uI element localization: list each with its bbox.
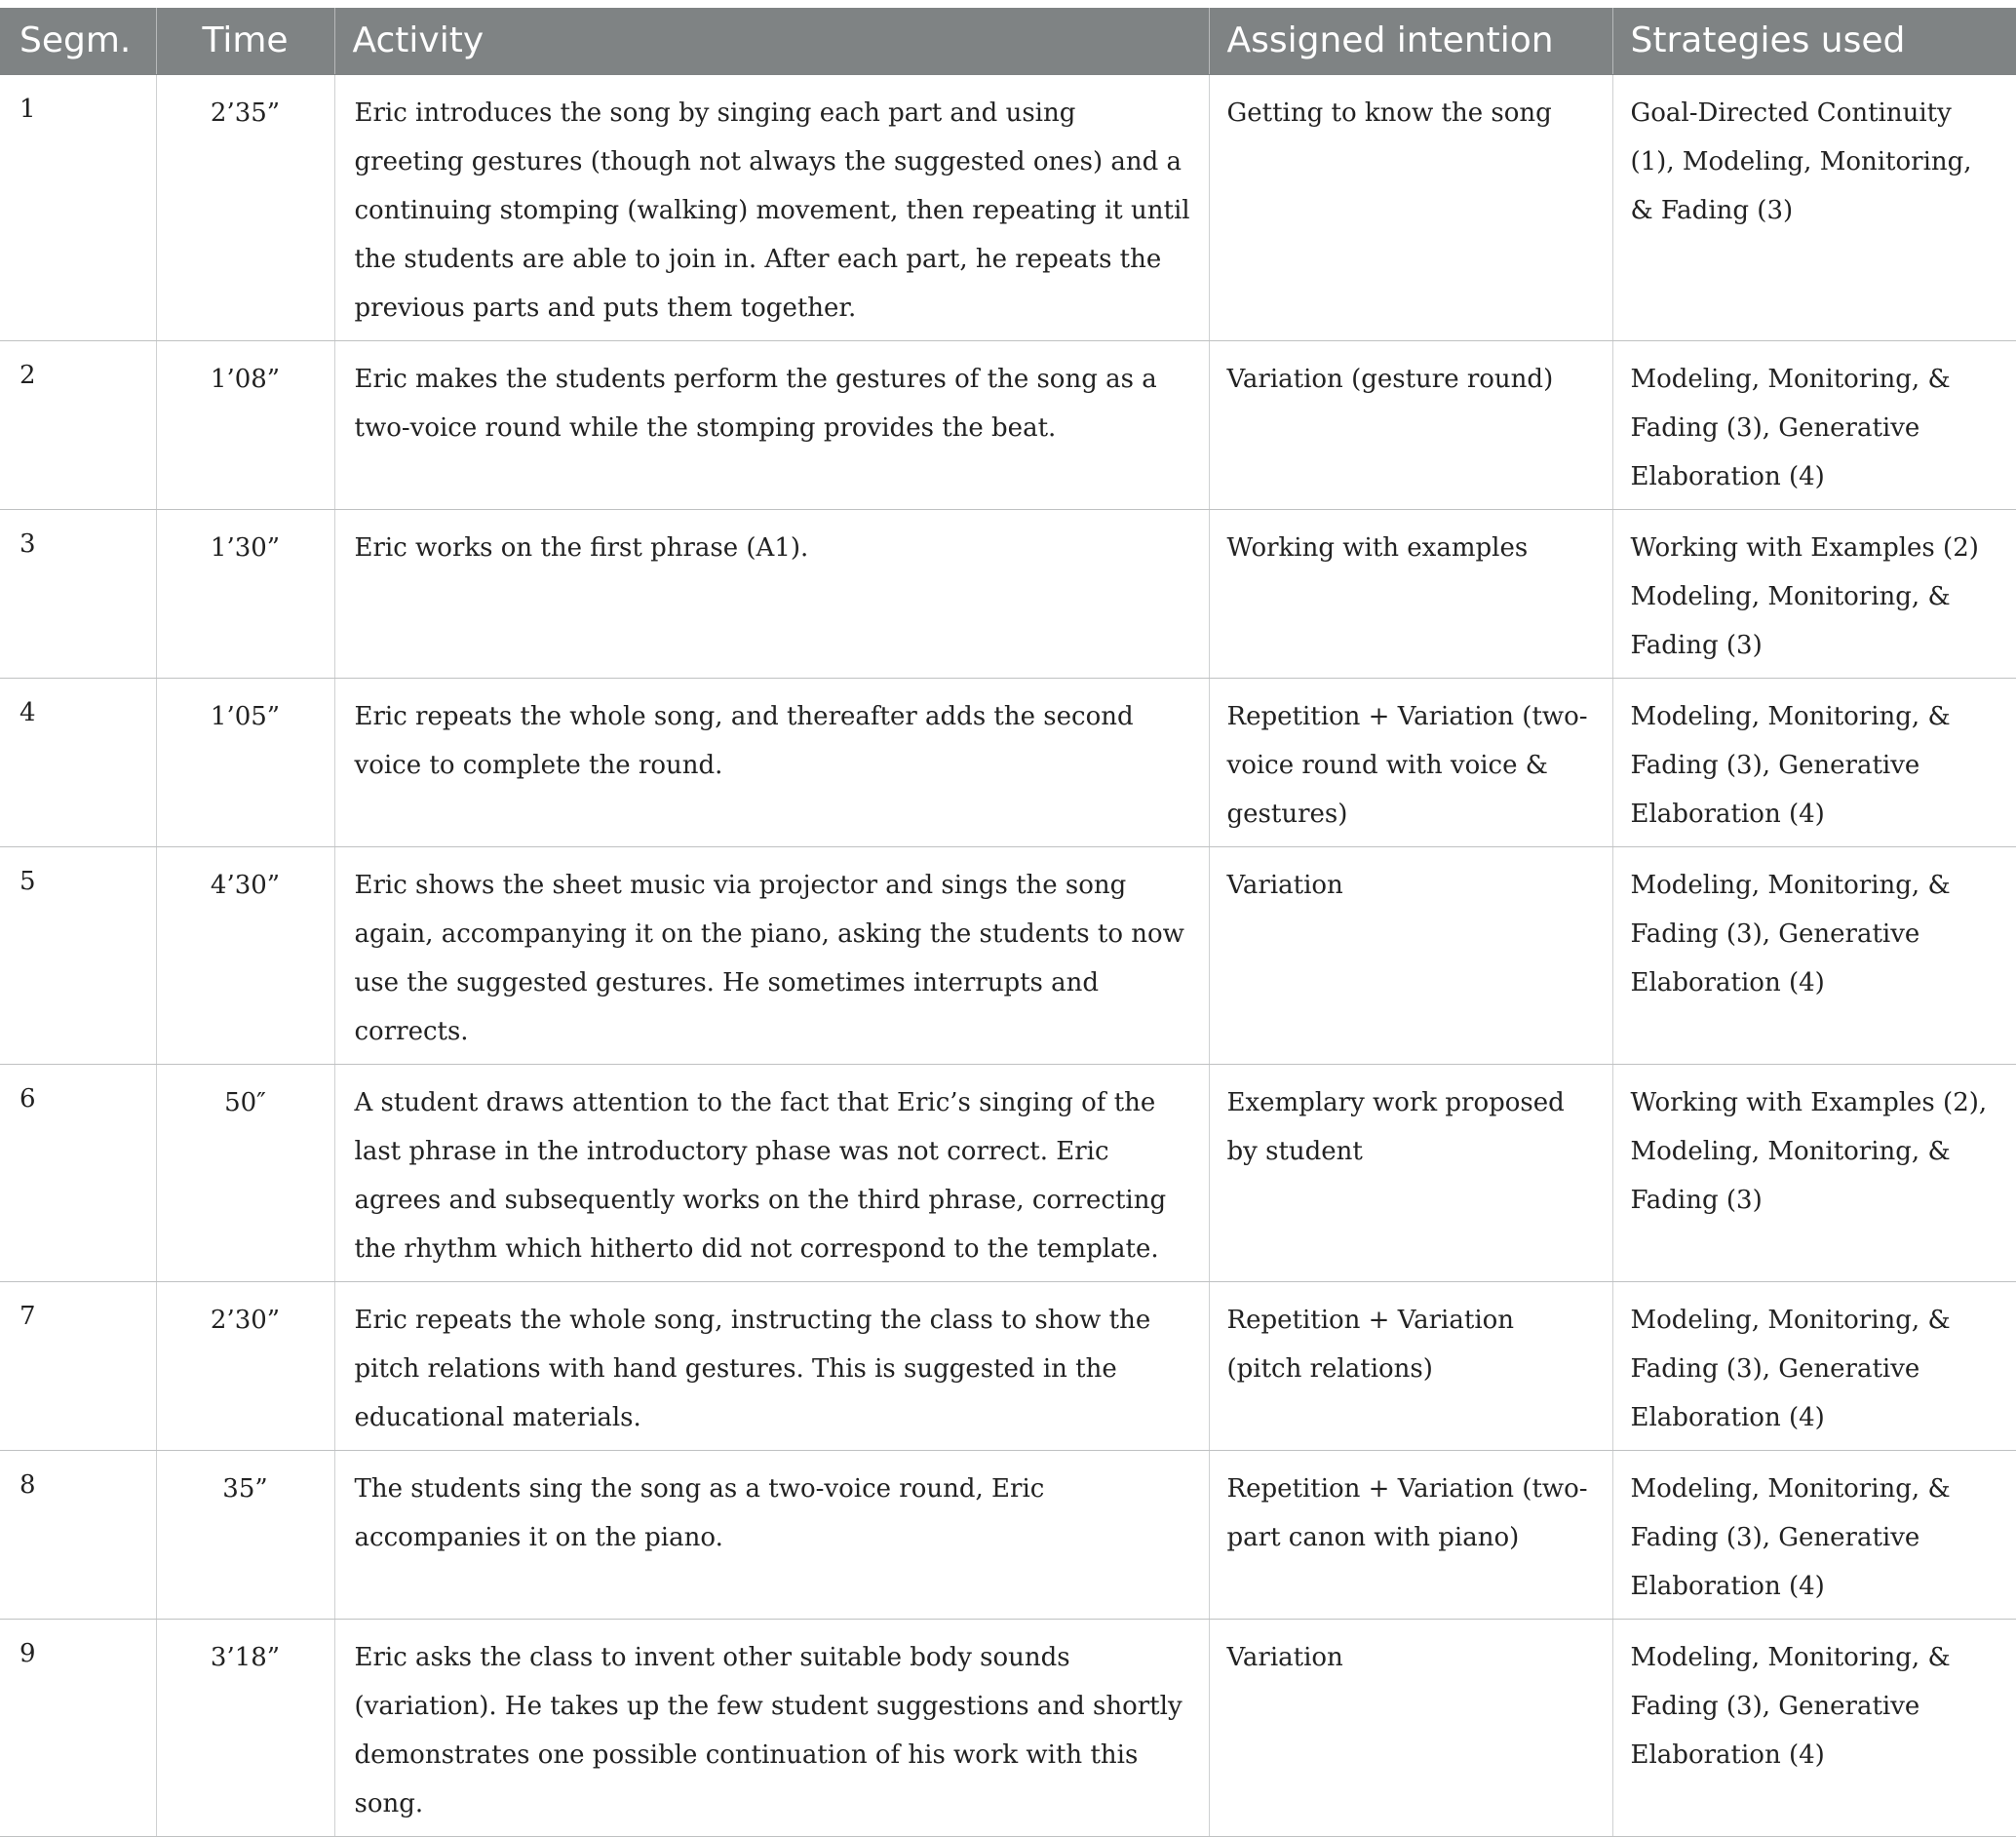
table-row <box>0 678 2016 846</box>
segment-cell: 5 <box>0 846 156 1064</box>
table-header <box>0 8 2016 74</box>
time-cell: 50″ <box>156 1064 334 1281</box>
segment-cell: 7 <box>0 1281 156 1450</box>
table-row <box>0 1619 2016 1836</box>
segment-cell: 1 <box>0 74 156 340</box>
header-time: Time <box>156 8 334 74</box>
table-row <box>0 1450 2016 1619</box>
segment-cell: 2 <box>0 340 156 509</box>
activity-cell: Eric introduces the song by singing each part and using greeting gestures (though not always the suggested ones) and a continuing stomping (walking) movement, then repeating it until the students are able to join in. After each part, he repeats the previous parts and puts them together. <box>334 74 1209 340</box>
intention-cell: Repetition + Variation (two-part canon with piano) <box>1209 1450 1612 1619</box>
time-cell: 1’05” <box>156 678 334 846</box>
activity-cell: Eric shows the sheet music via projector and sings the song again, accompanying it on the piano, asking the students to now use the suggested gestures. He sometimes interrupts and corrects. <box>334 846 1209 1064</box>
activity-cell: Eric works on the first phrase (A1). <box>334 509 1209 678</box>
segment-cell: 4 <box>0 678 156 846</box>
intention-cell: Getting to know the song <box>1209 74 1612 340</box>
time-cell: 2’35” <box>156 74 334 340</box>
activity-cell: Eric makes the students perform the gestures of the song as a two-voice round while the stomping provides the beat. <box>334 340 1209 509</box>
table-row <box>0 340 2016 509</box>
intention-cell: Variation <box>1209 1619 1612 1836</box>
time-cell: 1’30” <box>156 509 334 678</box>
header-row <box>0 8 2016 74</box>
activity-cell: Eric repeats the whole song, instructing the class to show the pitch relations with hand gestures. This is suggested in the educational materials. <box>334 1281 1209 1450</box>
activity-cell: Eric asks the class to invent other suitable body sounds (variation). He takes up the few student suggestions and shortly demonstrates one possible continuation of his work with this song. <box>334 1619 1209 1836</box>
table-row <box>0 1281 2016 1450</box>
segment-cell: 6 <box>0 1064 156 1281</box>
segment-cell: 8 <box>0 1450 156 1619</box>
time-cell: 2’30” <box>156 1281 334 1450</box>
strategies-cell: Modeling, Monitoring, & Fading (3), Generative Elaboration (4) <box>1612 340 2016 509</box>
strategies-cell: Working with Examples (2) Modeling, Monitoring, & Fading (3) <box>1612 509 2016 678</box>
intention-cell: Variation (gesture round) <box>1209 340 1612 509</box>
header-assigned-intention: Assigned intention <box>1209 8 1612 74</box>
segment-cell: 9 <box>0 1619 156 1836</box>
time-cell: 35” <box>156 1450 334 1619</box>
segment-cell: 3 <box>0 509 156 678</box>
intention-cell: Repetition + Variation (pitch relations) <box>1209 1281 1612 1450</box>
time-cell: 3’18” <box>156 1619 334 1836</box>
intention-cell: Working with examples <box>1209 509 1612 678</box>
table-row <box>0 74 2016 340</box>
strategies-cell: Modeling, Monitoring, & Fading (3), Generative Elaboration (4) <box>1612 846 2016 1064</box>
lesson-segments-table <box>0 8 2016 1837</box>
strategies-cell: Modeling, Monitoring, & Fading (3), Generative Elaboration (4) <box>1612 678 2016 846</box>
activity-cell: Eric repeats the whole song, and thereafter adds the second voice to complete the round. <box>334 678 1209 846</box>
time-cell: 4’30” <box>156 846 334 1064</box>
header-activity: Activity <box>334 8 1209 74</box>
header-segment: Segm. <box>0 8 156 74</box>
activity-cell: The students sing the song as a two-voice round, Eric accompanies it on the piano. <box>334 1450 1209 1619</box>
table-row <box>0 846 2016 1064</box>
table-body <box>0 74 2016 1836</box>
strategies-cell: Goal-Directed Continuity (1), Modeling, Monitoring, & Fading (3) <box>1612 74 2016 340</box>
table-row <box>0 1064 2016 1281</box>
intention-cell: Repetition + Variation (two-voice round with voice & gestures) <box>1209 678 1612 846</box>
header-strategies-used: Strategies used <box>1612 8 2016 74</box>
activity-cell: A student draws attention to the fact that Eric’s singing of the last phrase in the introductory phase was not correct. Eric agrees and subsequently works on the third phrase, correcting the rhythm which hitherto did not correspond to the template. <box>334 1064 1209 1281</box>
strategies-cell: Modeling, Monitoring, & Fading (3), Generative Elaboration (4) <box>1612 1619 2016 1836</box>
strategies-cell: Working with Examples (2), Modeling, Monitoring, & Fading (3) <box>1612 1064 2016 1281</box>
strategies-cell: Modeling, Monitoring, & Fading (3), Generative Elaboration (4) <box>1612 1450 2016 1619</box>
table-row <box>0 509 2016 678</box>
intention-cell: Exemplary work proposed by student <box>1209 1064 1612 1281</box>
strategies-cell: Modeling, Monitoring, & Fading (3), Generative Elaboration (4) <box>1612 1281 2016 1450</box>
intention-cell: Variation <box>1209 846 1612 1064</box>
time-cell: 1’08” <box>156 340 334 509</box>
